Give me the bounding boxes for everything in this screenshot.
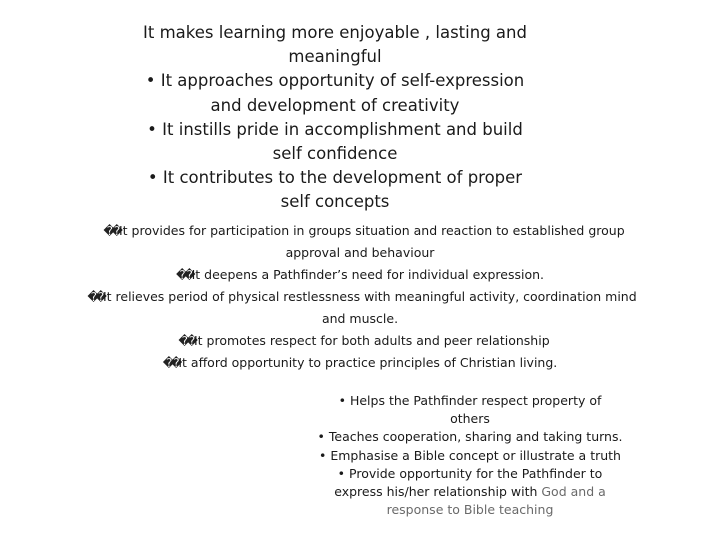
mid-list-item — [0, 264, 720, 286]
bottom-line: • Provide opportunity for the Pathfinder to — [337, 465, 603, 481]
top-line: meaningful — [288, 47, 382, 67]
mid-list-item — [0, 220, 720, 242]
bottom-line: • Emphasise a Bible concept or illustrate a truth — [319, 447, 621, 463]
mid-item-text: It promotes respect for both adults and peer relationship — [193, 333, 550, 348]
mid-list-item — [0, 330, 720, 352]
bottom-line: • Helps the Pathfinder respect property of — [338, 393, 602, 408]
top-line: • It approaches opportunity of self-expression — [145, 71, 525, 91]
mid-item-text: It deepens a Pathfinder’s need for individual expression. — [191, 267, 545, 282]
top-line: • It instills pride in accomplishment and build — [147, 119, 523, 139]
mid-list-continuation: and muscle. — [321, 311, 399, 326]
top-line: and development of creativity — [210, 95, 460, 115]
mid-list-continuation: approval and behaviour — [285, 245, 435, 260]
top-line: • It contributes to the development of proper — [147, 168, 523, 188]
missing-glyph-bullet-icon: �� — [162, 356, 178, 370]
mid-item-text: It afford opportunity to practice principles of Christian living. — [178, 355, 558, 370]
mid-list-item — [0, 286, 720, 308]
bottom-line: • Teaches cooperation, sharing and taking turns. — [317, 429, 623, 445]
bottom-line: response to Bible teaching — [386, 502, 554, 518]
missing-glyph-bullet-icon: �� — [87, 290, 102, 304]
top-line: self confidence — [272, 144, 398, 164]
top-line: It makes learning more enjoyable , lasting and — [143, 23, 527, 42]
bottom-bullet-list — [300, 392, 640, 519]
middle-bullet-list — [0, 220, 720, 374]
bottom-line-text: express his/her relationship with — [334, 484, 542, 500]
missing-glyph-bullet-icon: �� — [178, 334, 193, 348]
mid-item-text: It provides for participation in groups situation and reaction to established group — [118, 223, 625, 238]
top-bullet-list — [130, 21, 540, 215]
missing-glyph-bullet-icon: �� — [175, 268, 191, 282]
bottom-line: others — [450, 411, 490, 427]
bottom-line — [300, 483, 640, 501]
mid-list-item — [0, 352, 720, 374]
mid-item-text: It relieves period of physical restlessness with meaningful activity, coordination mind — [102, 289, 637, 304]
bottom-line-muted-text: God and a — [541, 484, 606, 500]
missing-glyph-bullet-icon: �� — [103, 224, 118, 238]
top-line: self concepts — [280, 192, 390, 212]
